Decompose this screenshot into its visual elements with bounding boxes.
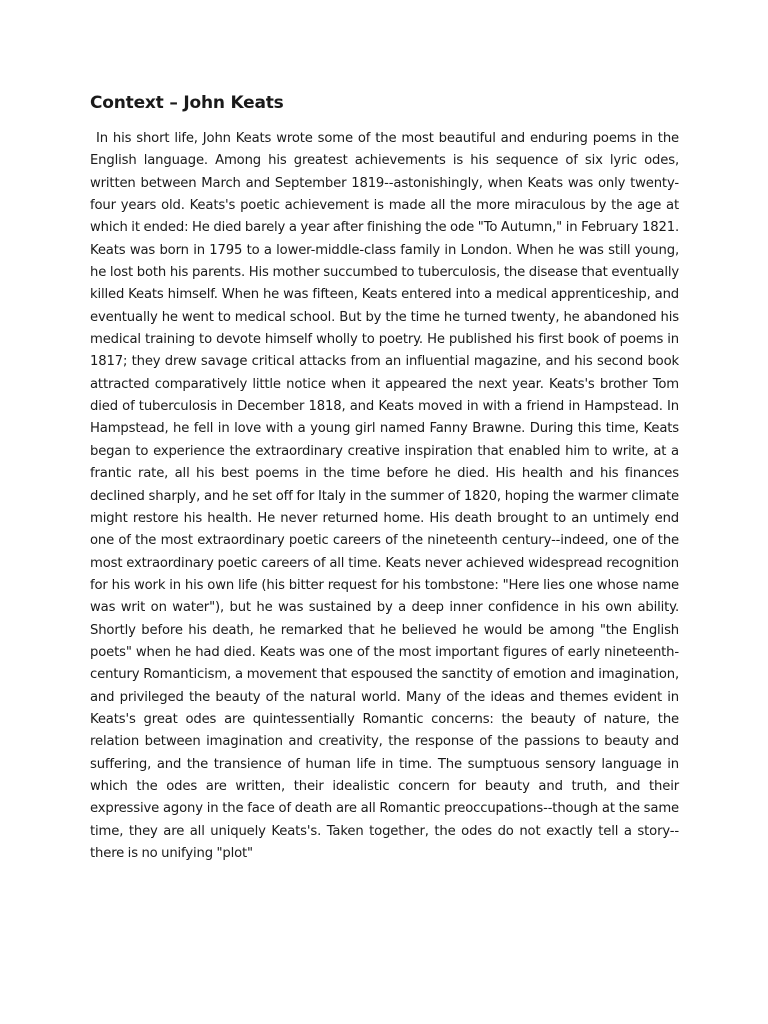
document-page bbox=[90, 90, 679, 865]
body-paragraph: In his short life, John Keats wrote some of the most beautiful and enduring poems in the English language. Among his greatest achievements is his sequence of six lyric odes, written between March and September 1819--astonishingly, when Keats was only twenty-four years old. Keats's poetic achievement is made all the more miraculous by the age at which it ended: He died barely a year after finishing the ode "To Autumn," in February 1821. Keats was born in 1795 to a lower-middle-class family in London. When he was still young, he lost both his parents. His mother succumbed to tuberculosis, the disease that eventually killed Keats himself. When he was fifteen, Keats entered into a medical apprenticeship, and eventually he went to medical school. But by the time he turned twenty, he abandoned his medical training to devote himself wholly to poetry. He published his first book of poems in 1817; they drew savage critical attacks from an influential magazine, and his second book attracted comparatively little notice when it appeared the next year. Keats's brother Tom died of tuberculosis in December 1818, and Keats moved in with a friend in Hampstead. In Hampstead, he fell in love with a young girl named Fanny Brawne. During this time, Keats began to experience the extraordinary creative inspiration that enabled him to write, at a frantic rate, all his best poems in the time before he died. His health and his finances declined sharply, and he set off for Italy in the summer of 1820, hoping the warmer climate might restore his health. He never returned home. His death brought to an untimely end one of the most extraordinary poetic careers of the nineteenth century--indeed, one of the most extraordinary poetic careers of all time. Keats never achieved widespread recognition for his work in his own life (his bitter request for his tombstone: "Here lies one whose name was writ on water"), but he was sustained by a deep inner confidence in his own ability. Shortly before his death, he remarked that he believed he would be among "the English poets" when he had died. Keats was one of the most important figures of early nineteenth-century Romanticism, a movement that espoused the sanctity of emotion and imagination, and privileged the beauty of the natural world. Many of the ideas and themes evident in Keats's great odes are quintessentially Romantic concerns: the beauty of nature, the relation between imagination and creativity, the response of the passions to beauty and suffering, and the transience of human life in time. The sumptuous sensory language in which the odes are written, their idealistic concern for beauty and truth, and their expressive agony in the face of death are all Romantic preoccupations--though at the same time, they are all uniquely Keats's. Taken together, the odes do not exactly tell a story--there is no unifying "plot" bbox=[90, 131, 679, 861]
page-title: Context – John Keats bbox=[90, 93, 284, 113]
